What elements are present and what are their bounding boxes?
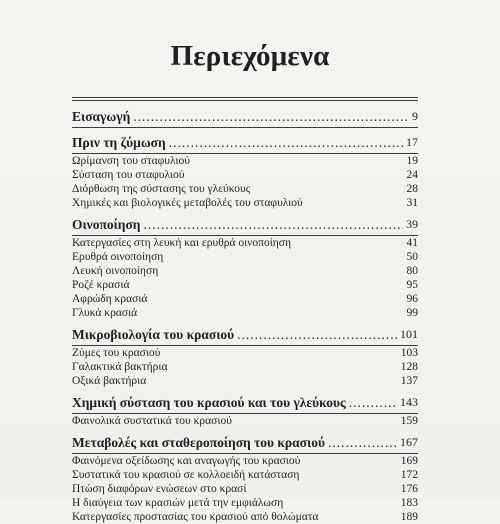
section-page-number: 39 bbox=[406, 217, 418, 231]
entry-page-number: 80 bbox=[406, 265, 418, 277]
section-heading-row bbox=[72, 394, 418, 411]
section-heading-row bbox=[72, 216, 418, 233]
entry-label: Διόρθωση της σύστασης του γλεύκους bbox=[72, 183, 251, 195]
section-page-number: 167 bbox=[400, 435, 418, 449]
toc-entry bbox=[72, 250, 418, 264]
toc-section bbox=[72, 326, 418, 388]
dot-leader bbox=[169, 134, 403, 151]
entry-page-number: 159 bbox=[400, 415, 418, 427]
entry-label: Αφρώδη κρασιά bbox=[72, 293, 148, 305]
entry-page-number: 24 bbox=[406, 169, 418, 181]
toc-entry bbox=[72, 154, 418, 168]
entry-page-number: 99 bbox=[406, 307, 418, 319]
section-heading: Χημική σύσταση του κρασιού και του γλεύκους bbox=[72, 395, 346, 410]
entry-label: Φαινολικά συστατικά του κρασιού bbox=[72, 415, 232, 427]
entry-page-number: 128 bbox=[400, 361, 418, 373]
entry-label: Λευκή οινοποίηση bbox=[72, 265, 159, 277]
section-heading: Μεταβολές και σταθεροποίηση του κρασιού bbox=[72, 435, 325, 450]
toc-entry bbox=[72, 360, 418, 374]
entry-label: Χημικές και βιολογικές μεταβολές του σταφυλιού bbox=[72, 197, 303, 209]
entry-page-number: 41 bbox=[406, 237, 418, 249]
section-heading-row bbox=[72, 434, 418, 451]
toc-entry bbox=[72, 196, 418, 210]
dot-leader bbox=[328, 434, 397, 451]
entry-label: Κατεργασίες στη λευκή και ερυθρά οινοποίηση bbox=[72, 237, 292, 249]
title-rule-bottom bbox=[72, 100, 418, 101]
toc-entry bbox=[72, 374, 418, 388]
entry-label: Σύσταση του σταφυλιού bbox=[72, 169, 185, 181]
entry-label: Οξικά βακτήρια bbox=[72, 375, 147, 387]
section-heading-row bbox=[72, 108, 418, 125]
entry-label: Συστατικά του κρασιού σε κολλοειδή κατάσταση bbox=[72, 469, 300, 481]
dot-leader bbox=[349, 394, 397, 411]
entry-page-number: 137 bbox=[400, 375, 418, 387]
section-heading-row bbox=[72, 326, 418, 343]
section-rule bbox=[72, 127, 418, 128]
section-heading: Μικροβιολογία του κρασιού bbox=[72, 327, 235, 342]
entry-label: Ερυθρά οινοποίηση bbox=[72, 251, 164, 263]
entry-label: Φαινόμενα οξείδωσης και αναγωγής του κρασιού bbox=[72, 455, 301, 467]
entry-page-number: 96 bbox=[406, 293, 418, 305]
toc-entry bbox=[72, 468, 418, 482]
section-heading: Εισαγωγή bbox=[72, 109, 131, 124]
toc-entry bbox=[72, 292, 418, 306]
entry-page-number: 169 bbox=[400, 455, 418, 467]
entry-page-number: 95 bbox=[406, 279, 418, 291]
entry-page-number: 189 bbox=[400, 511, 418, 523]
toc-entry bbox=[72, 346, 418, 360]
toc-section bbox=[72, 394, 418, 428]
entry-page-number: 183 bbox=[400, 497, 418, 509]
toc-entry bbox=[72, 510, 418, 524]
toc-entry bbox=[72, 414, 418, 428]
entry-label: Γαλακτικά βακτήρια bbox=[72, 361, 168, 373]
section-heading: Πριν τη ζύμωση bbox=[72, 135, 166, 150]
entry-page-number: 28 bbox=[406, 183, 418, 195]
entry-page-number: 176 bbox=[400, 483, 418, 495]
section-page-number: 17 bbox=[406, 135, 418, 149]
section-page-number: 9 bbox=[412, 109, 418, 123]
entry-page-number: 103 bbox=[400, 347, 418, 359]
toc-entry bbox=[72, 168, 418, 182]
page-title: Περιεχόμενα bbox=[170, 40, 330, 72]
section-heading: Οινοποίηση bbox=[72, 217, 141, 232]
section-heading-row bbox=[72, 134, 418, 151]
toc-section bbox=[72, 434, 418, 524]
dot-leader bbox=[143, 216, 403, 233]
toc-entry bbox=[72, 264, 418, 278]
toc-entry bbox=[72, 454, 418, 468]
toc-section bbox=[72, 108, 418, 128]
toc-entry bbox=[72, 482, 418, 496]
toc-section bbox=[72, 134, 418, 210]
toc-section bbox=[72, 216, 418, 320]
entry-label: Ροζέ κρασιά bbox=[72, 279, 130, 291]
dot-leader bbox=[237, 326, 397, 343]
dot-leader bbox=[133, 108, 409, 125]
entry-page-number: 19 bbox=[406, 155, 418, 167]
section-page-number: 101 bbox=[400, 327, 418, 341]
toc-entry bbox=[72, 496, 418, 510]
title-rule-top bbox=[72, 97, 418, 98]
toc-entry bbox=[72, 306, 418, 320]
entry-label: Ζύμες του κρασιού bbox=[72, 347, 161, 359]
entry-label: Γλυκά κρασιά bbox=[72, 307, 138, 319]
entry-label: Η διαύγεια των κρασιών μετά την εμφιάλωση bbox=[72, 497, 284, 509]
toc-entry bbox=[72, 236, 418, 250]
entry-page-number: 31 bbox=[406, 197, 418, 209]
entry-page-number: 50 bbox=[406, 251, 418, 263]
table-of-contents bbox=[72, 102, 418, 524]
entry-label: Ωρίμανση του σταφυλιού bbox=[72, 155, 190, 167]
entry-label: Πτώση διαφόρων ενώσεων στο κρασί bbox=[72, 483, 247, 495]
section-page-number: 143 bbox=[400, 395, 418, 409]
entry-label: Κατεργασίες προστασίας του κρασιού από θολώματα bbox=[72, 511, 319, 523]
toc-entry bbox=[72, 182, 418, 196]
toc-entry bbox=[72, 278, 418, 292]
entry-page-number: 172 bbox=[400, 469, 418, 481]
